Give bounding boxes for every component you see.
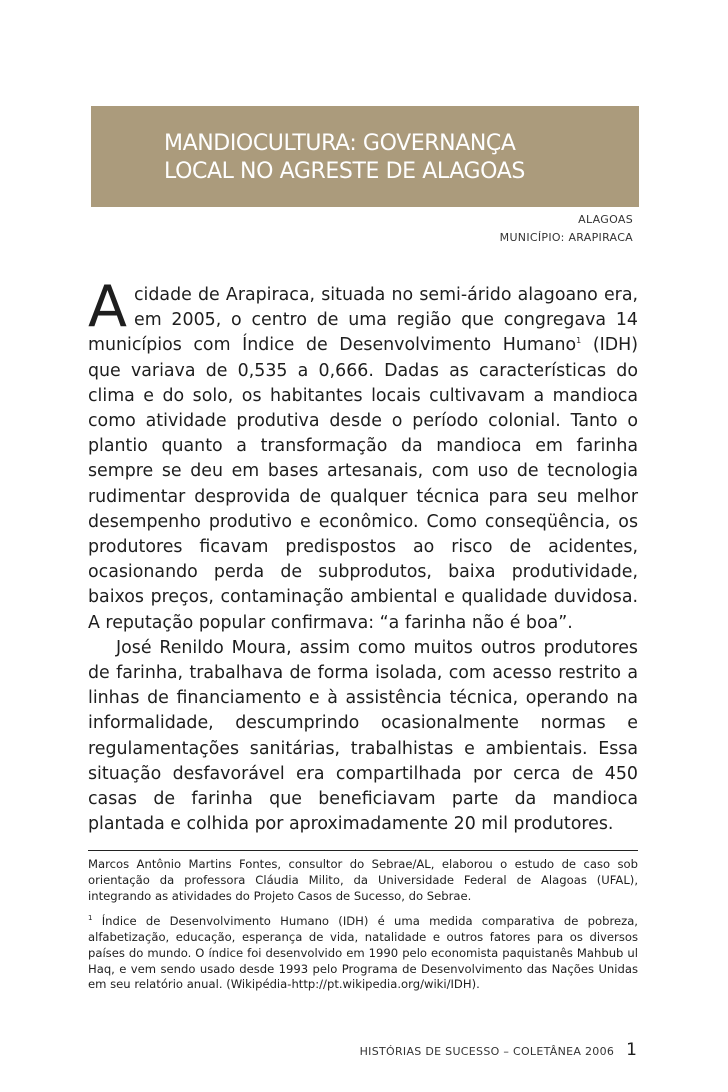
- paragraph-1-text-b: (IDH) que variava de 0,535 a 0,666. Dadas as características do clima e do solo, os habitantes locais cultivavam a mandioca como atividade produtiva desde o período colonial. Tanto o plantio quanto a transformação da mandioca em farinha sempre se deu em bases artesanais, com uso de tecnologia rudimentar desprovida de qualquer técnica para seu melhor desempenho produtivo e econômico. Como conseqüência, os produtores ficavam predispostos ao risco de acidentes, ocasionando perda de subprodutos, baixa produtividade, baixos preços, contaminação ambiental e qualidade duvidosa. A reputação popular confirmava: “a farinha não é boa”.: [88, 335, 638, 633]
- footnotes: [88, 857, 638, 993]
- municipality-label: MUNICÍPIO: ARAPIRACA: [499, 231, 633, 244]
- title-banner: [91, 106, 639, 207]
- paragraph-2: José Renildo Moura, assim como muitos outros produtores de farinha, trabalhava de forma isolada, com acesso restrito a linhas de financiamento e à assistência técnica, operando na informalidade, descumprindo ocasionalmente normas e regulamentações sanitárias, trabalhistas e ambientais. Essa situação desfavorável era compartilhada por cerca de 450 casas de farinha que beneficiavam parte da mandioca plantada e colhida por aproximadamente 20 mil produtores.: [88, 637, 638, 835]
- drop-cap: A: [88, 274, 127, 340]
- footnote-divider: [88, 850, 638, 851]
- footnote-1-text: Índice de Desenvolvimento Humano (IDH) é uma medida comparativa de pobreza, alfabetização, educação, esperança de vida, natalidade e outros fatores para os diversos países do mundo. O índice foi desenvolvido em 1990 pelo economista paquistanês Mahbub ul Haq, e vem sendo usado desde 1993 pelo Programa de Desenvolvimento das Nações Unidas em seu relatório anual. (Wikipédia-http://pt.wikipedia.org/wiki/IDH).: [88, 914, 638, 992]
- footnote-1: [88, 911, 638, 993]
- page-number: 1: [626, 1040, 637, 1060]
- author-note: Marcos Antônio Martins Fontes, consultor do Sebrae/AL, elaborou o estudo de caso sob orientação da professora Cláudia Milito, da Universidade Federal de Alagoas (UFAL), integrando as atividades do Projeto Casos de Sucesso, do Sebrae.: [88, 857, 638, 903]
- paragraph-1: [88, 274, 638, 636]
- article-body: [88, 274, 638, 837]
- footer-label: HISTÓRIAS DE SUCESSO – COLETÂNEA 2006: [359, 1045, 615, 1058]
- paragraph-1-text-a: cidade de Arapiraca, situada no semi-árido alagoano era, em 2005, o centro de uma região que congregava 14 municípios com Índice de Desenvolvimento Humano: [88, 285, 638, 356]
- footnote-marker: 1: [88, 914, 93, 923]
- page-footer: [360, 1040, 637, 1060]
- title-line-2: LOCAL NO AGRESTE DE ALAGOAS: [164, 159, 525, 184]
- state-label: ALAGOAS: [578, 213, 633, 226]
- footnote-reference: 1: [576, 336, 582, 346]
- title-line-1: MANDIOCULTURA: GOVERNANÇA: [164, 131, 516, 156]
